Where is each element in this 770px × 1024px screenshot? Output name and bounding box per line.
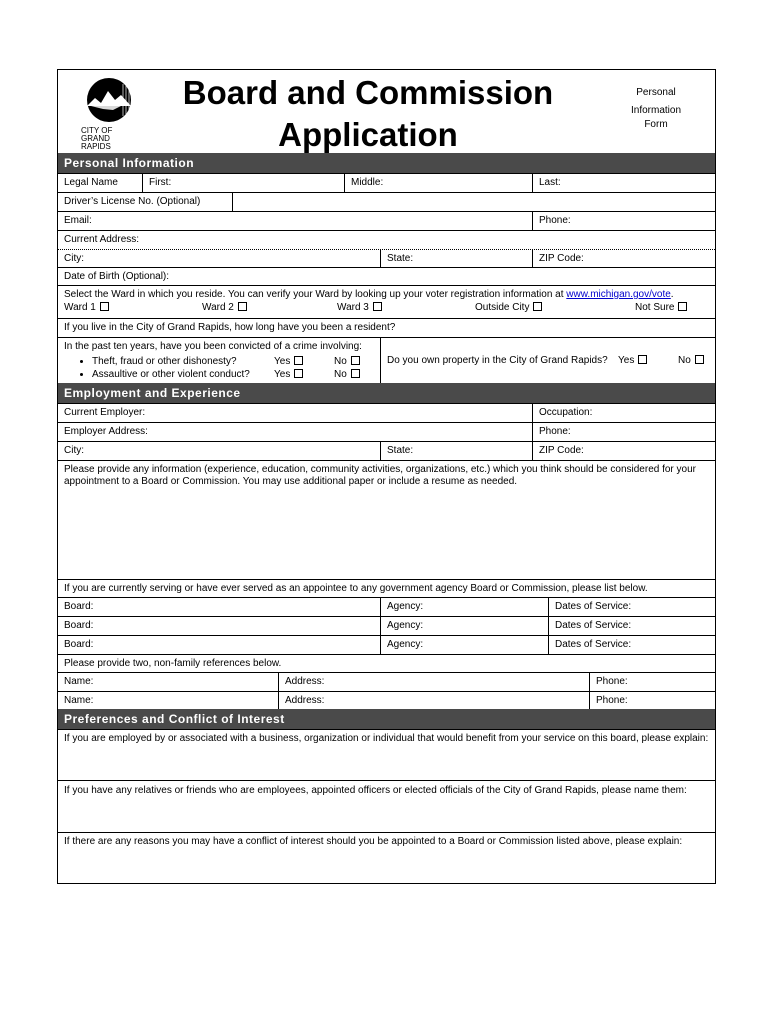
relatives-field[interactable]: If you have any relatives or friends who are employees, appointed officers or elected officials of the City of Grand Rapids, please name them:	[64, 785, 687, 796]
crime-2-yes[interactable]	[274, 368, 303, 381]
crime-item-theft	[92, 355, 374, 368]
ward-2-label: Ward 2	[202, 302, 234, 313]
board-row-2	[58, 616, 715, 635]
ward-3-checkbox[interactable]	[373, 302, 382, 311]
phone-field[interactable]: Phone:	[532, 212, 715, 230]
additional-info-field[interactable]: Please provide any information (experience, education, community activities, organizations, etc.) which you think should be considered for your appointment to a Board or Commission. You may use additional paper or include a resume as needed.	[64, 464, 696, 487]
crime-list	[64, 355, 374, 381]
dob-field[interactable]: Date of Birth (Optional):	[64, 271, 170, 282]
crime-2-yes-label: Yes	[274, 369, 291, 380]
crime-1-no[interactable]	[334, 355, 360, 368]
email-row	[58, 211, 715, 230]
middle-name-field[interactable]: Middle:	[344, 174, 532, 192]
drivers-license-label: Driver’s License No. (Optional)	[64, 196, 201, 207]
current-address-field[interactable]: Current Address:	[64, 234, 140, 245]
employer-row	[58, 403, 715, 422]
property-no-checkbox[interactable]	[695, 355, 704, 364]
resident-row	[58, 318, 715, 337]
preference-row-2	[58, 780, 715, 832]
employer-phone-field[interactable]: Phone:	[532, 423, 715, 441]
property-no-label: No	[678, 355, 691, 366]
outside-city-option[interactable]	[475, 302, 542, 314]
dates-1-field[interactable]: Dates of Service:	[548, 598, 715, 616]
agency-3-field[interactable]: Agency:	[380, 636, 548, 654]
serving-prompt-row	[58, 579, 715, 597]
logo-text-1: CITY OF	[81, 126, 113, 135]
not-sure-checkbox[interactable]	[678, 302, 687, 311]
reference-2-phone[interactable]: Phone:	[589, 692, 715, 709]
ward-cell	[58, 286, 715, 318]
email-field[interactable]: Email:	[64, 215, 92, 226]
employer-city-row	[58, 441, 715, 460]
serving-prompt: If you are currently serving or have ever served as an appointee to any government agency Board or Commission, please list below.	[64, 583, 648, 594]
ward-options	[64, 302, 709, 315]
crime-2-label: Assaultive or other violent conduct?	[92, 369, 250, 380]
legal-name-row	[58, 173, 715, 192]
voter-link[interactable]: www.michigan.gov/vote	[566, 289, 671, 300]
ward-1-checkbox[interactable]	[100, 302, 109, 311]
logo-text-3: RAPIDS	[81, 142, 111, 151]
employer-city-field[interactable]: City:	[64, 445, 84, 456]
application-form	[57, 69, 716, 884]
ward-period: .	[670, 289, 674, 300]
board-row-1	[58, 597, 715, 616]
employer-state-field[interactable]: State:	[380, 442, 532, 460]
employer-address-field[interactable]: Employer Address:	[64, 426, 148, 437]
ward-3-option[interactable]	[337, 302, 382, 314]
drivers-license-field[interactable]	[232, 193, 715, 211]
drivers-license-row	[58, 192, 715, 211]
reference-2-name[interactable]: Name:	[64, 695, 94, 706]
ward-prompt	[64, 289, 709, 301]
agency-2-field[interactable]: Agency:	[380, 617, 548, 635]
address-row	[58, 230, 715, 249]
logo-text-2: GRAND	[81, 134, 110, 143]
dates-2-field[interactable]: Dates of Service:	[548, 617, 715, 635]
city-row	[58, 249, 715, 267]
conviction-row	[58, 337, 715, 383]
crime-1-no-label: No	[334, 356, 347, 367]
crime-1-yes[interactable]	[274, 355, 303, 368]
crime-2-no[interactable]	[334, 368, 360, 381]
reference-1-name[interactable]: Name:	[64, 676, 94, 687]
outside-city-label: Outside City	[475, 302, 530, 313]
reference-row-2	[58, 691, 715, 709]
crime-2-no-label: No	[334, 369, 347, 380]
property-yes[interactable]	[618, 355, 647, 367]
property-yes-checkbox[interactable]	[638, 355, 647, 364]
side-label-2: Information	[630, 105, 682, 116]
reference-1-address[interactable]: Address:	[278, 673, 589, 691]
city-field[interactable]: City:	[64, 253, 84, 264]
ward-2-option[interactable]	[202, 302, 247, 314]
crime-1-no-checkbox[interactable]	[351, 356, 360, 365]
preference-row-1	[58, 729, 715, 780]
crime-1-yes-label: Yes	[274, 356, 291, 367]
reference-row-1	[58, 672, 715, 691]
employer-zip-field[interactable]: ZIP Code:	[532, 442, 715, 460]
not-sure-option[interactable]	[635, 302, 687, 314]
title-line-2: Application	[278, 116, 458, 153]
first-name-field[interactable]: First:	[142, 174, 344, 192]
employer-field[interactable]: Current Employer:	[64, 407, 146, 418]
side-label-1: Personal	[636, 87, 676, 98]
ward-1-option[interactable]	[64, 302, 109, 314]
last-name-field[interactable]: Last:	[532, 174, 715, 192]
title-line-1: Board and Commission	[182, 74, 554, 111]
city-logo	[73, 76, 145, 152]
occupation-field[interactable]: Occupation:	[532, 404, 715, 422]
board-3-field[interactable]: Board:	[64, 639, 94, 650]
crime-2-no-checkbox[interactable]	[351, 369, 360, 378]
legal-name-label: Legal Name	[64, 177, 118, 188]
employer-address-row	[58, 422, 715, 441]
reference-2-address[interactable]: Address:	[278, 692, 589, 709]
references-prompt-row	[58, 654, 715, 672]
reference-1-phone[interactable]: Phone:	[589, 673, 715, 691]
property-cell	[380, 338, 715, 383]
state-field[interactable]: State:	[380, 250, 532, 267]
dates-3-field[interactable]: Dates of Service:	[548, 636, 715, 654]
zip-field[interactable]: ZIP Code:	[532, 250, 715, 267]
crime-2-yes-checkbox[interactable]	[294, 369, 303, 378]
resident-duration-field[interactable]: If you live in the City of Grand Rapids, how long have you been a resident?	[64, 322, 396, 333]
board-2-field[interactable]: Board:	[64, 620, 94, 631]
other-conflict-field[interactable]: If there are any reasons you may have a conflict of interest should you be appointed to a Board or Commission listed above, please explain:	[64, 836, 683, 847]
conviction-cell	[58, 338, 380, 383]
ward-1-label: Ward 1	[64, 302, 96, 313]
ward-row	[58, 285, 715, 318]
grand-rapids-logo-icon	[73, 76, 145, 152]
dob-row	[58, 267, 715, 285]
outside-city-checkbox[interactable]	[533, 302, 542, 311]
references-prompt: Please provide two, non-family references below.	[64, 658, 282, 669]
business-conflict-field[interactable]: If you are employed by or associated with a business, organization or individual that would benefit from your service on this board, please explain:	[64, 733, 709, 744]
agency-1-field[interactable]: Agency:	[380, 598, 548, 616]
preference-row-3	[58, 832, 715, 883]
info-row	[58, 460, 715, 579]
crime-1-yes-checkbox[interactable]	[294, 356, 303, 365]
property-yes-label: Yes	[618, 355, 635, 366]
section-employment: Employment and Experience	[58, 383, 715, 403]
property-no[interactable]	[678, 355, 704, 367]
board-row-3	[58, 635, 715, 654]
side-label-3: Form	[644, 119, 668, 130]
crime-item-violent	[92, 368, 374, 381]
section-preferences: Preferences and Conflict of Interest	[58, 709, 715, 729]
form-title	[168, 72, 568, 156]
form-type-label	[606, 86, 706, 132]
ward-prompt-text: Select the Ward in which you reside. You can verify your Ward by looking up your voter registration information at	[64, 289, 564, 300]
ward-2-checkbox[interactable]	[238, 302, 247, 311]
crime-1-label: Theft, fraud or other dishonesty?	[92, 356, 237, 367]
not-sure-label: Not Sure	[635, 302, 675, 313]
property-question: Do you own property in the City of Grand Rapids?	[387, 355, 608, 366]
section-personal-information: Personal Information	[58, 153, 715, 173]
ward-3-label: Ward 3	[337, 302, 369, 313]
conviction-question: In the past ten years, have you been convicted of a crime involving:	[64, 341, 362, 352]
board-1-field[interactable]: Board:	[64, 601, 94, 612]
